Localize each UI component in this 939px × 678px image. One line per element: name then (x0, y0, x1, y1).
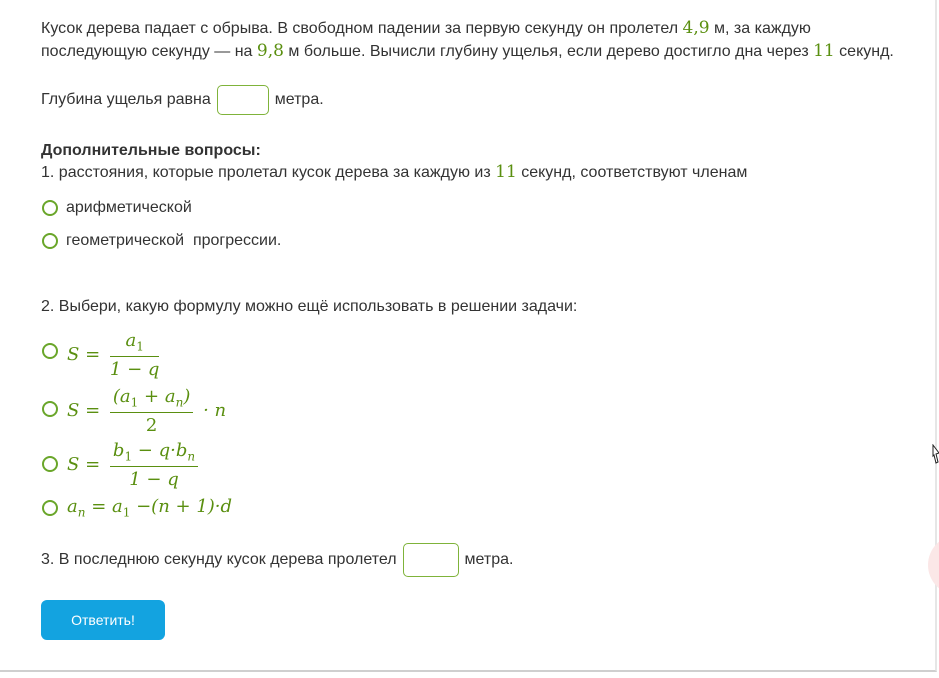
problem-text: Кусок дерева падает с обрыва. В свободном падении за первую секунду он пролетел (41, 20, 683, 37)
problem-text: м, за каждую (709, 20, 811, 37)
radio-geometric[interactable] (42, 233, 58, 249)
mouse-cursor-icon (932, 444, 939, 464)
question-2: 2. Выбери, какую формулу можно ещё использовать в решении задачи: (41, 298, 578, 315)
question-1-text: 1. расстояния, которые пролетал кусок дерева за каждую из (41, 164, 496, 181)
depth-answer-input[interactable] (217, 85, 269, 115)
question-3 (41, 543, 513, 577)
last-second-answer-input[interactable] (403, 543, 459, 577)
value-increment: 9,8 (256, 41, 284, 61)
question-1-text: секунд, соответствуют членам (516, 164, 748, 181)
problem-line-1 (41, 17, 811, 40)
problem-text: м больше. Вычисли глубину ущелья, если дерево достигло дна через (283, 43, 814, 60)
radio-formula-4[interactable] (42, 500, 58, 516)
radio-formula-3[interactable] (42, 456, 58, 472)
depth-question (41, 85, 324, 115)
depth-label: Глубина ущелья равна (41, 91, 211, 109)
value-seconds: 11 (813, 41, 835, 61)
problem-line-2 (41, 40, 894, 63)
problem-text: последующую секунду — на (41, 43, 257, 60)
value-seconds: 11 (495, 162, 517, 182)
formula-4: $a_n = a_1 -(n + 1)\cdot d$ (67, 496, 233, 520)
question-3-text: 3. В последнюю секунду кусок дерева пролетел (41, 551, 397, 569)
radio-formula-1[interactable] (42, 343, 58, 359)
option-geometric-label: геометрической прогрессии. (66, 232, 282, 249)
radio-formula-2[interactable] (42, 401, 58, 417)
problem-text: секунд. (834, 43, 894, 60)
value-first-second: 4,9 (682, 18, 710, 38)
radio-arithmetic[interactable] (42, 200, 58, 216)
additional-questions-title: Дополнительные вопросы: (41, 142, 261, 159)
submit-button[interactable]: Ответить! (41, 600, 165, 640)
depth-unit: метра. (274, 91, 324, 109)
option-arithmetic-label: арифметической (66, 199, 192, 216)
formula-3: S = $\frac{b_1 - q\cdot b_n}{1 - q}$ (67, 440, 202, 490)
formula-2: S = $\frac{(a_1 + a_n)}{2}$ · n (67, 386, 227, 436)
question-1 (41, 161, 747, 184)
formula-1: S = $\frac{a_1}{1 - q}$ (67, 330, 160, 380)
question-3-unit: метра. (464, 551, 514, 569)
